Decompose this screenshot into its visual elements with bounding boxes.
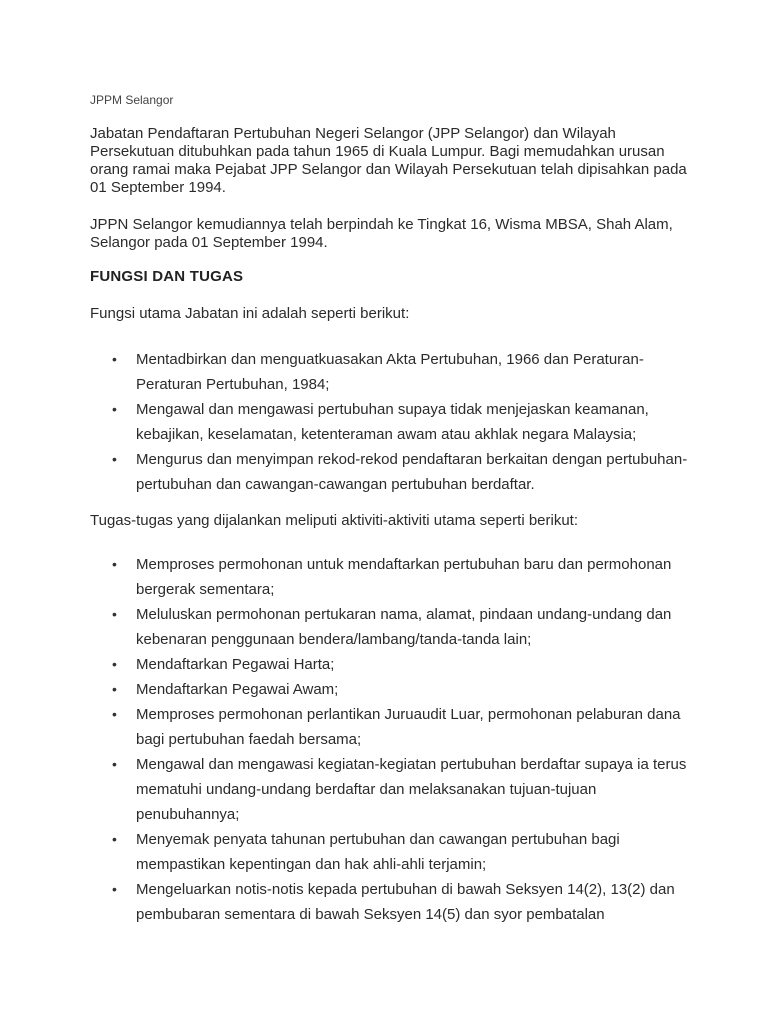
list-item: • Menyemak penyata tahunan pertubuhan dan cawangan pertubuhan bagi mempastikan kepentingan dan hak ahli-ahli terjamin;: [90, 827, 696, 877]
document-small-title: JPPM Selangor: [90, 93, 174, 107]
relocation-paragraph: JPPN Selangor kemudiannya telah berpindah ke Tingkat 16, Wisma MBSA, Shah Alam, Selangor pada 01 September 1994.: [90, 216, 673, 251]
list-item: • Mendaftarkan Pegawai Awam;: [90, 677, 696, 702]
fungsi-intro: Fungsi utama Jabatan ini adalah seperti berikut:: [90, 305, 410, 322]
tugas-intro: Tugas-tugas yang dijalankan meliputi aktiviti-aktiviti utama seperti berikut:: [90, 512, 579, 529]
fungsi-list: [90, 347, 696, 497]
list-item: • Mentadbirkan dan menguatkuasakan Akta Pertubuhan, 1966 dan Peraturan-Peraturan Pertubuhan, 1984;: [90, 347, 696, 397]
list-item: • Mendaftarkan Pegawai Harta;: [90, 652, 696, 677]
intro-paragraph: Jabatan Pendaftaran Pertubuhan Negeri Selangor (JPP Selangor) dan Wilayah Persekutuan ditubuhkan pada tahun 1965 di Kuala Lumpur. Bagi memudahkan urusan orang ramai maka Pejabat JPP Selangor dan Wilayah Persekutuan telah dipisahkan pada 01 September 1994.: [90, 125, 687, 196]
list-item: • Meluluskan permohonan pertukaran nama, alamat, pindaan undang-undang dan kebenaran penggunaan bendera/lambang/tanda-tanda lain;: [90, 602, 696, 652]
list-item: • Mengawal dan mengawasi kegiatan-kegiatan pertubuhan berdaftar supaya ia terus mematuhi undang-undang berdaftar dan melaksanakan tujuan-tujuan penubuhannya;: [90, 752, 696, 827]
list-item: • Mengawal dan mengawasi pertubuhan supaya tidak menjejaskan keamanan, kebajikan, keselamatan, ketenteraman awam atau akhlak negara Malaysia;: [90, 397, 696, 447]
tugas-list: [90, 552, 696, 927]
list-item: • Mengurus dan menyimpan rekod-rekod pendaftaran berkaitan dengan pertubuhan-pertubuhan dan cawangan-cawangan pertubuhan berdaftar.: [90, 447, 696, 497]
list-item: • Mengeluarkan notis-notis kepada pertubuhan di bawah Seksyen 14(2), 13(2) dan pembubaran sementara di bawah Seksyen 14(5) dan syor pembatalan: [90, 877, 696, 927]
list-item: • Memproses permohonan untuk mendaftarkan pertubuhan baru dan permohonan bergerak sementara;: [90, 552, 696, 602]
section-heading: FUNGSI DAN TUGAS: [90, 268, 244, 285]
list-item: • Memproses permohonan perlantikan Juruaudit Luar, permohonan pelaburan dana bagi pertubuhan faedah bersama;: [90, 702, 696, 752]
